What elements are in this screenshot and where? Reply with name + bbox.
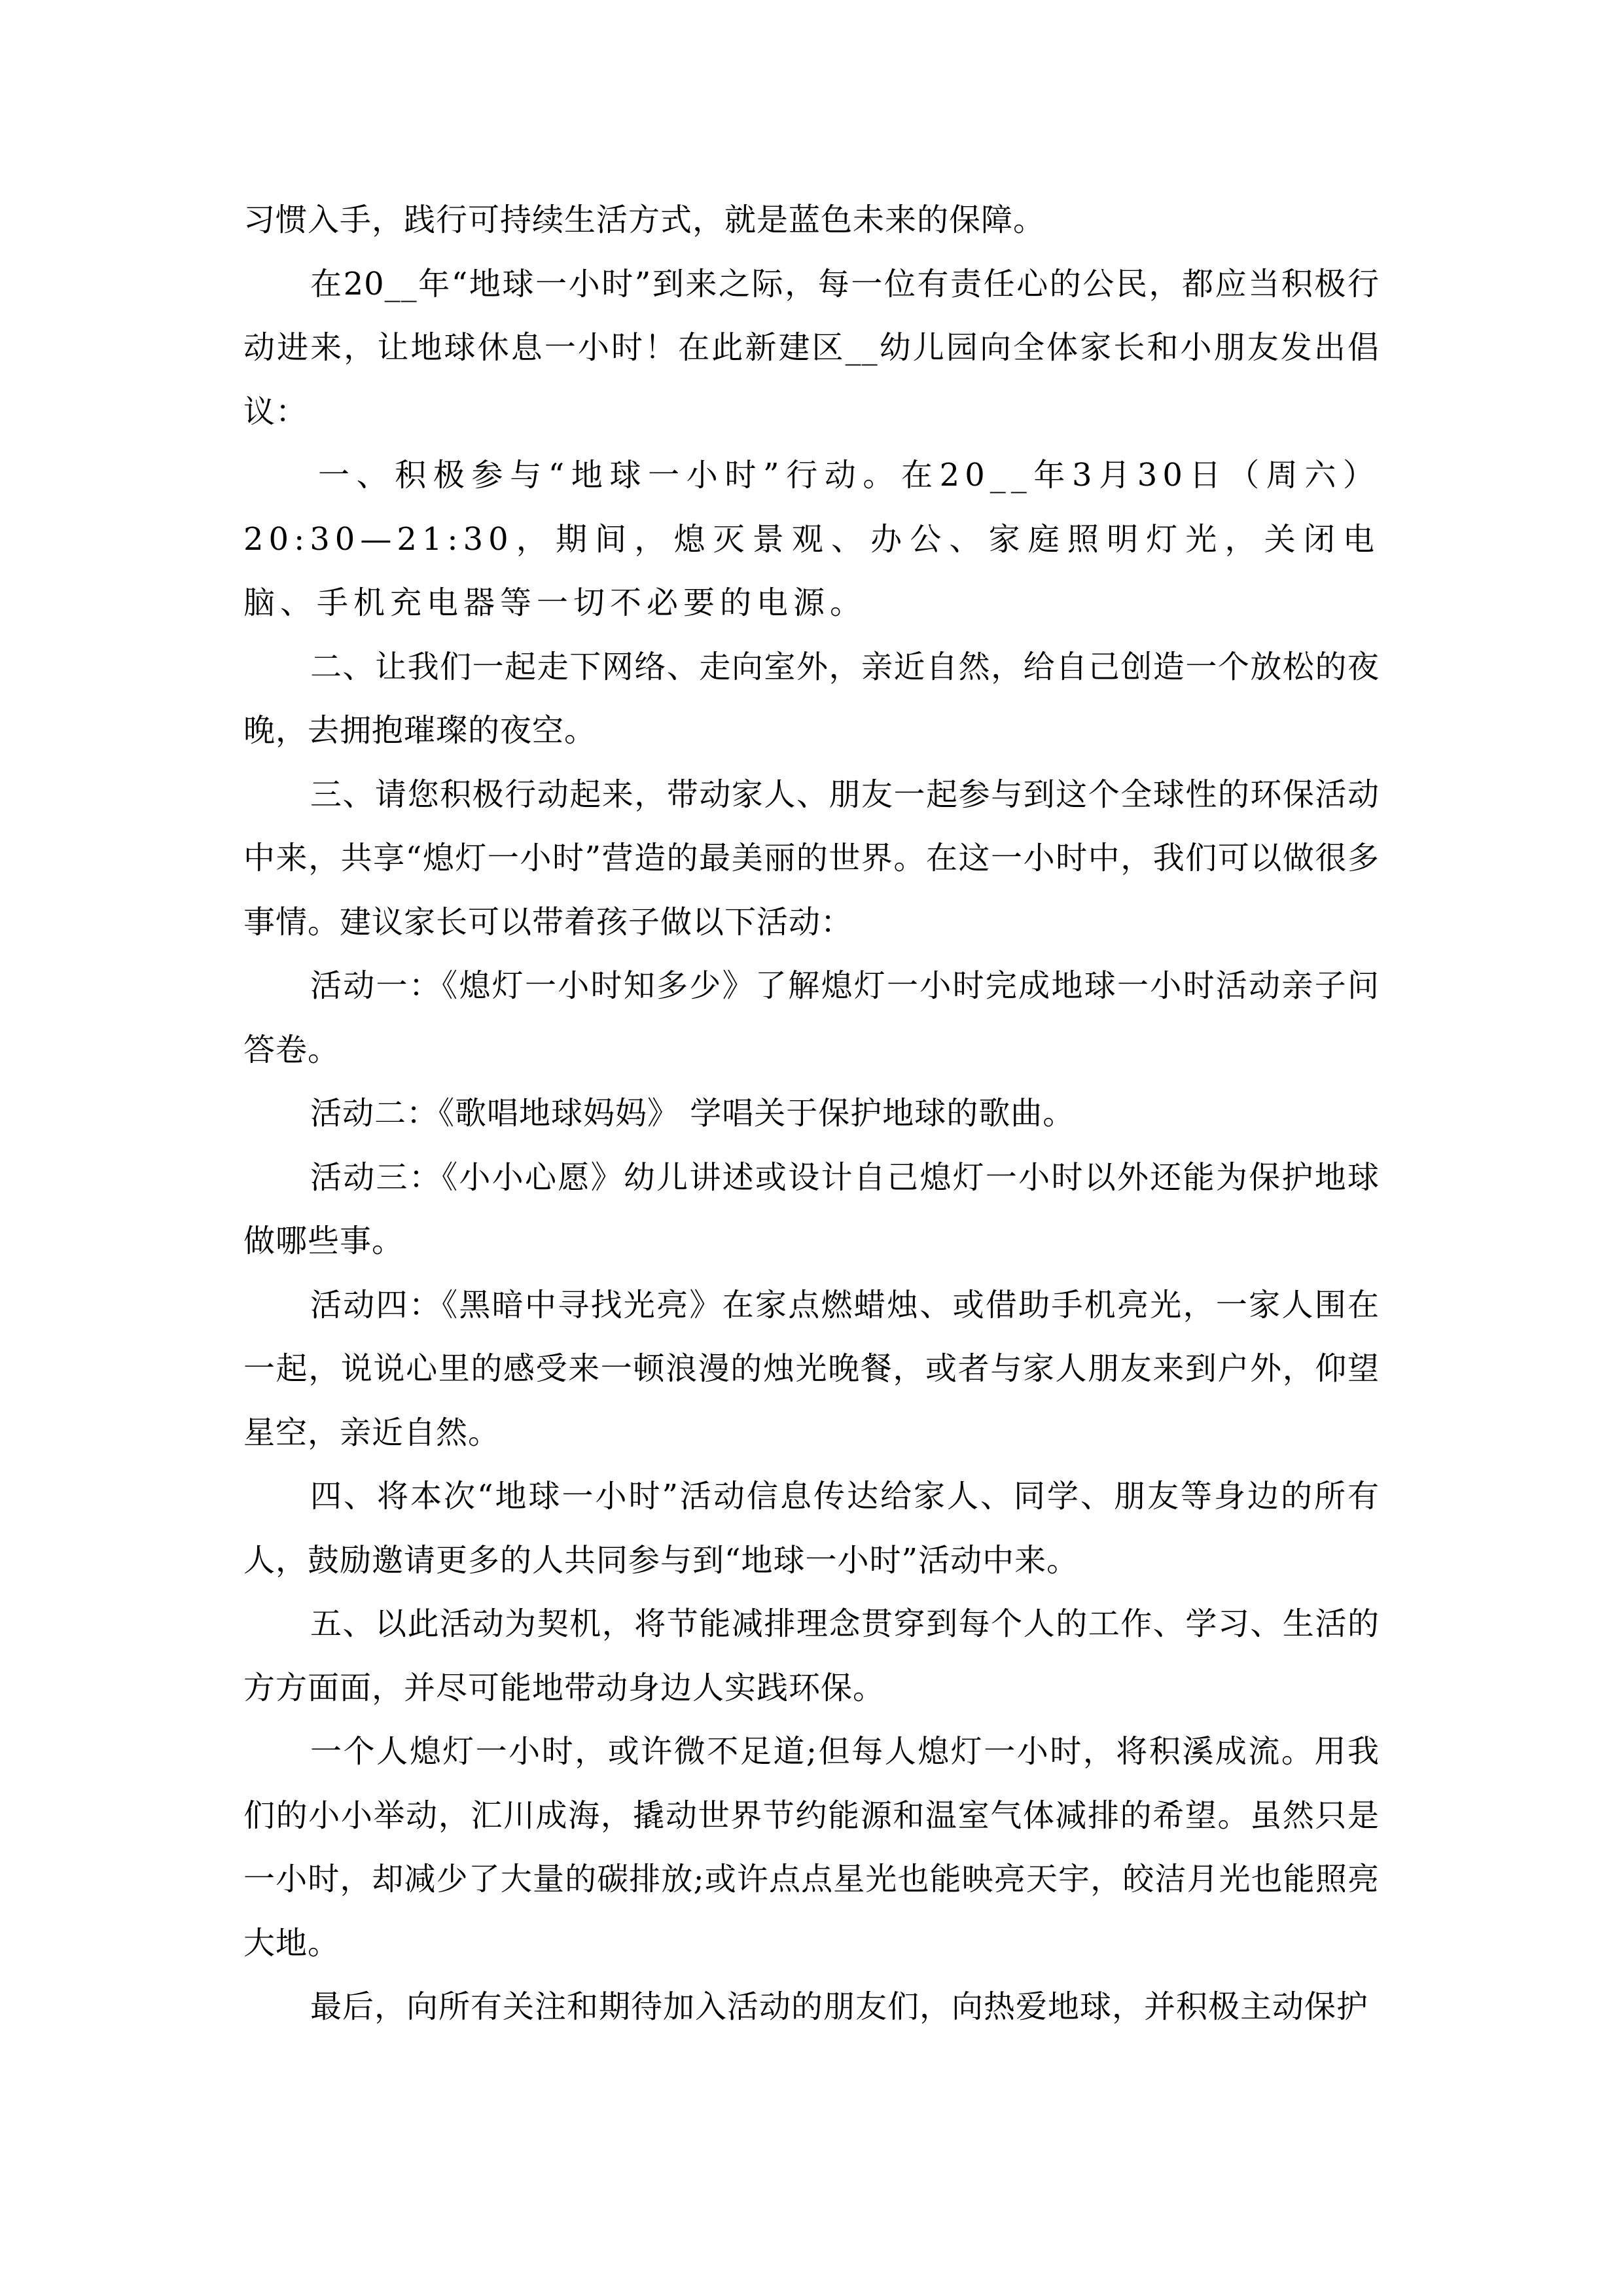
paragraph-activity-1: 活动一：《熄灯一小时知多少》了解熄灯一小时完成地球一小时活动亲子问答卷。 [243, 967, 1380, 1068]
paragraph-proposal-5: 五、以此活动为契机，将节能减排理念贯穿到每个人的工作、学习、生活的方方面面，并尽可能地带动身边人实践环保。 [243, 1605, 1380, 1706]
paragraph-continuation: 习惯入手，践行可持续生活方式，就是蓝色未来的保障。 [243, 202, 1046, 238]
document-page [243, 188, 1380, 2039]
paragraph-proposal-4: 四、将本次“地球一小时”活动信息传达给家人、同学、朋友等身边的所有人，鼓励邀请更多的人共同参与到“地球一小时”活动中来。 [243, 1478, 1380, 1579]
paragraph-intro: 在20__年“地球一小时”到来之际，每一位有责任心的公民，都应当积极行动进来，让地球休息一小时！在此新建区__幼儿园向全体家长和小朋友发出倡议： [243, 265, 1380, 430]
paragraph-closing: 最后，向所有关注和期待加入活动的朋友们，向热爱地球，并积极主动保护 [310, 1988, 1369, 2025]
paragraph-activity-4: 活动四：《黑暗中寻找光亮》在家点燃蜡烛、或借助手机亮光，一家人围在一起，说说心里的感受来一顿浪漫的烛光晚餐，或者与家人朋友来到户外，仰望星空，亲近自然。 [243, 1286, 1380, 1451]
paragraph-proposal-3: 三、请您积极行动起来，带动家人、朋友一起参与到这个全球性的环保活动中来，共享“熄灯一小时”营造的最美丽的世界。在这一小时中，我们可以做很多事情。建议家长可以带着孩子做以下活动： [243, 776, 1380, 941]
paragraph-activity-3: 活动三：《小小心愿》幼儿讲述或设计自己熄灯一小时以外还能为保护地球做哪些事。 [243, 1158, 1380, 1259]
paragraph-reflection: 一个人熄灯一小时，或许微不足道;但每人熄灯一小时，将积溪成流。用我们的小小举动，汇川成海，撬动世界节约能源和温室气体减排的希望。虽然只是一小时，却减少了大量的碳排放;或许点点星光也能映亮天宇，皎洁月光也能照亮大地。 [243, 1733, 1380, 1962]
paragraph-proposal-2: 二、让我们一起走下网络、走向室外，亲近自然，给自己创造一个放松的夜晚，去拥抱璀璨的夜空。 [243, 648, 1380, 749]
paragraph-activity-2: 活动二：《歌唱地球妈妈》 学唱关于保护地球的歌曲。 [310, 1095, 1075, 1132]
paragraph-proposal-1: 一、积极参与“地球一小时”行动。在20__年3月30日（周六）20:30—21:30，期间，熄灭景观、办公、家庭照明灯光，关闭电脑、手机充电器等一切不必要的电源。 [243, 457, 1380, 621]
